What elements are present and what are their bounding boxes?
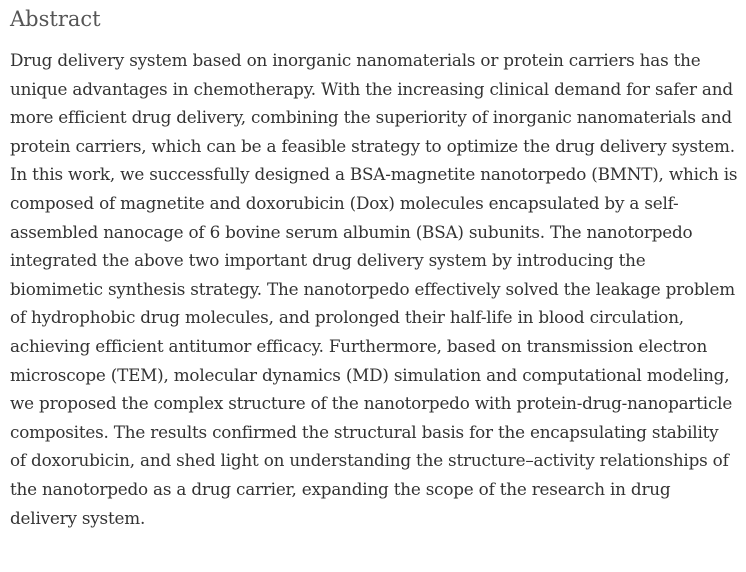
abstract-section (10, 6, 738, 532)
abstract-body: Drug delivery system based on inorganic nanomaterials or protein carriers has the unique advantages in chemotherapy. With the increasing clinical demand for safer and more efficient drug delivery, combining the superiority of inorganic nanomaterials and protein carriers, which can be a feasible strategy to optimize the drug delivery system. In this work, we successfully designed a BSA-magnetite nanotorpedo (BMNT), which is composed of magnetite and doxorubicin (Dox) molecules encapsulated by a self-assembled nanocage of 6 bovine serum albumin (BSA) subunits. The nanotorpedo integrated the above two important drug delivery system by introducing the biomimetic synthesis strategy. The nanotorpedo effectively solved the leakage problem of hydrophobic drug molecules, and prolonged their half-life in blood circulation, achieving efficient antitumor efficacy. Furthermore, based on transmission electron microscope (TEM), molecular dynamics (MD) simulation and computational modeling, we proposed the complex structure of the nanotorpedo with protein-drug-nanoparticle composites. The results confirmed the structural basis for the encapsulating stability of doxorubicin, and shed light on understanding the structure–activity relationships of the nanotorpedo as a drug carrier, expanding the scope of the research in drug delivery system. (10, 50, 738, 528)
abstract-heading: Abstract (10, 7, 101, 31)
